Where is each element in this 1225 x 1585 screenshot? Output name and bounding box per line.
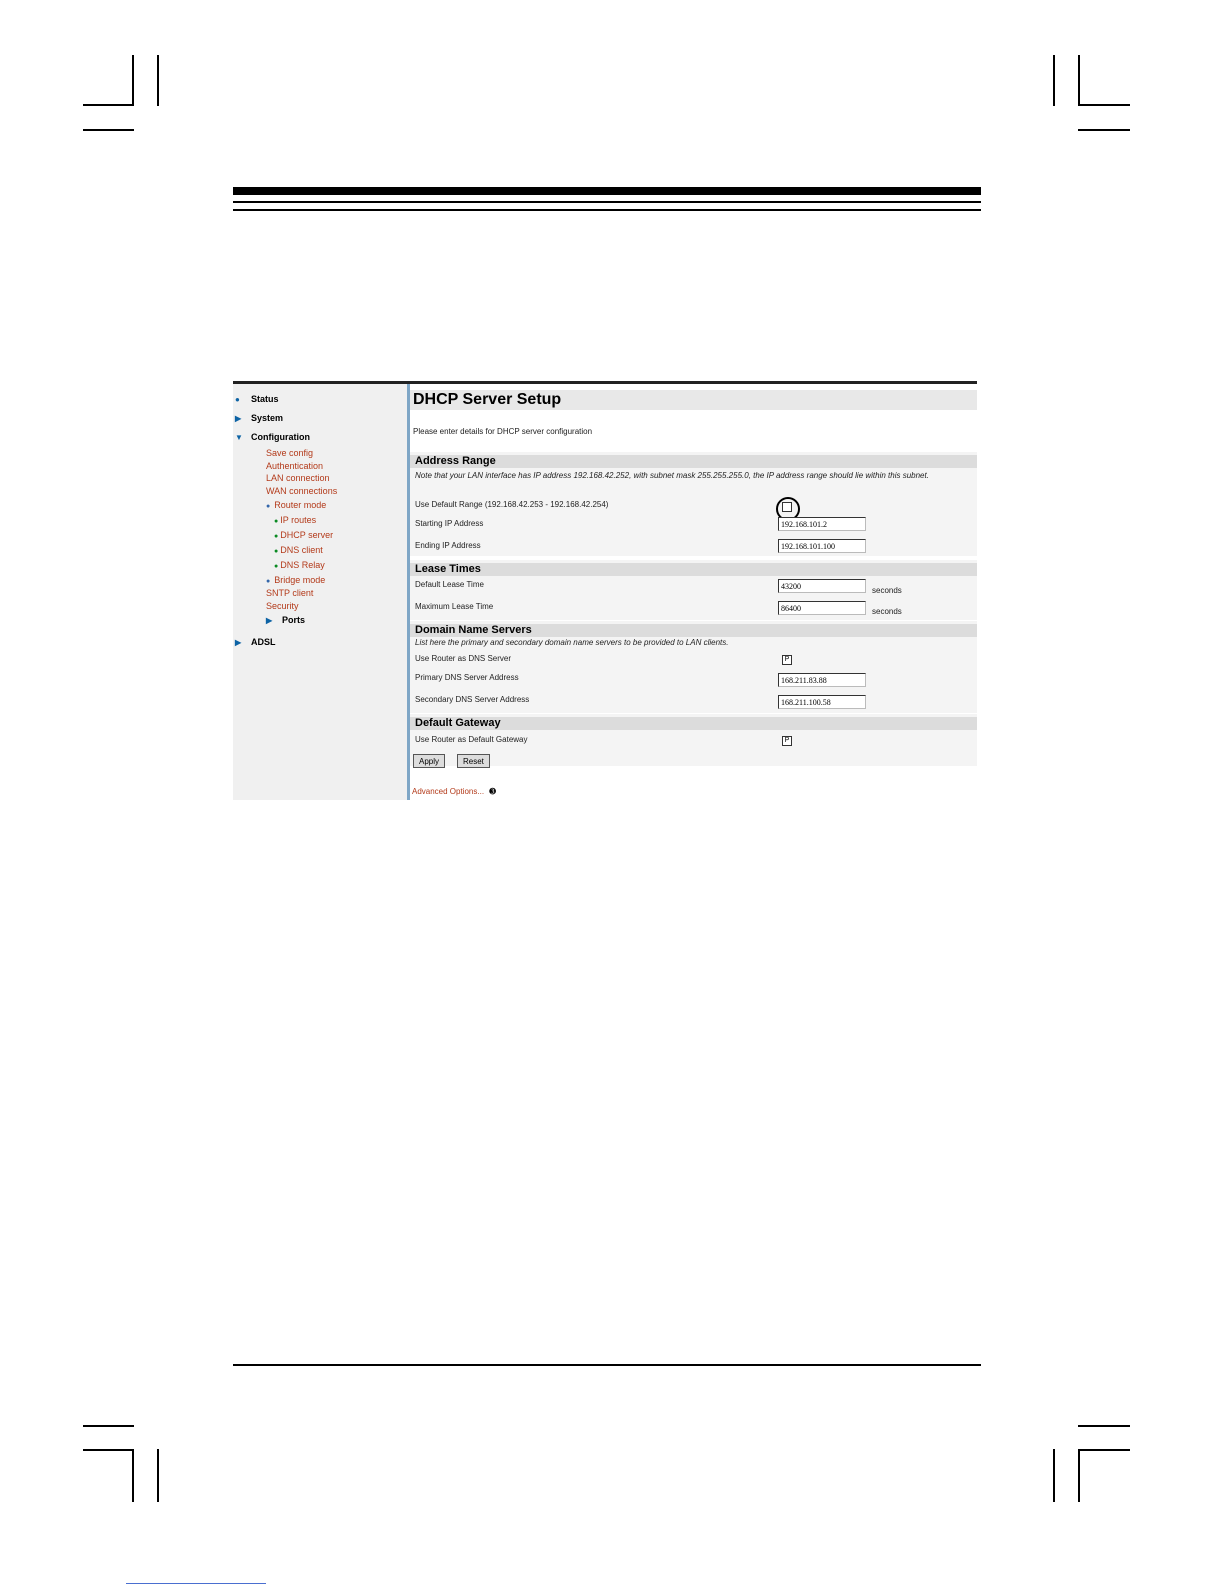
sidebar-item-save-config[interactable]: Save config xyxy=(266,448,314,458)
use-router-dns-label: Use Router as DNS Server xyxy=(415,654,512,663)
crop-mark xyxy=(132,1449,134,1502)
sidebar-item-label: Bridge mode xyxy=(274,575,326,585)
sidebar-item-label: Ports xyxy=(282,615,306,625)
bullet-icon: ● xyxy=(274,548,279,555)
sidebar-item-authentication[interactable]: Authentication xyxy=(266,461,324,471)
triangle-right-icon: ▶ xyxy=(235,638,242,647)
sidebar-item-label: DNS client xyxy=(280,545,323,555)
use-router-dns-checkbox[interactable]: P xyxy=(782,655,792,665)
sidebar-item-wan-connections[interactable]: WAN connections xyxy=(266,486,338,496)
secondary-dns-input[interactable]: 168.211.100.58 xyxy=(778,695,866,709)
section-heading-gateway: Default Gateway xyxy=(410,717,977,730)
sidebar-item-router-mode[interactable] xyxy=(266,499,326,513)
address-range-note: Note that your LAN interface has IP address 192.168.42.252, with subnet mask 255.255.255.0, the IP address range should lie within this subnet. xyxy=(415,471,929,480)
circle-bullet-icon: ● xyxy=(235,395,240,404)
footer-rule xyxy=(233,1364,981,1366)
sidebar-item-status[interactable] xyxy=(235,393,279,406)
primary-dns-input[interactable]: 168.211.83.88 xyxy=(778,673,866,687)
crop-mark xyxy=(157,1449,159,1502)
crop-mark xyxy=(83,1449,134,1451)
crop-mark xyxy=(1078,104,1130,106)
sidebar-item-dns-client[interactable] xyxy=(274,544,323,558)
sidebar-item-security[interactable]: Security xyxy=(266,601,299,611)
dns-note: List here the primary and secondary domain name servers to be provided to LAN clients. xyxy=(415,638,729,647)
sidebar-item-sntp-client[interactable]: SNTP client xyxy=(266,588,314,598)
bullet-icon: ● xyxy=(274,563,279,570)
advanced-options-label: Advanced Options... xyxy=(412,787,485,796)
section-heading-lease-times: Lease Times xyxy=(410,563,977,576)
section-heading-dns: Domain Name Servers xyxy=(410,624,977,637)
sidebar-item-bridge-mode[interactable] xyxy=(266,574,325,588)
crop-mark xyxy=(1078,55,1080,106)
sidebar-item-label: Status xyxy=(251,394,279,404)
triangle-right-icon: ▶ xyxy=(235,414,242,423)
starting-ip-label: Starting IP Address xyxy=(415,519,484,528)
sidebar-item-label: DHCP server xyxy=(280,530,334,540)
sidebar-item-system[interactable] xyxy=(235,412,283,425)
bottom-underline xyxy=(126,1583,266,1584)
page-title: DHCP Server Setup xyxy=(410,390,977,410)
default-lease-label: Default Lease Time xyxy=(415,580,484,589)
use-router-gateway-checkbox[interactable]: P xyxy=(782,736,792,746)
apply-button[interactable]: Apply xyxy=(413,754,445,768)
crop-mark xyxy=(83,104,134,106)
ending-ip-input[interactable]: 192.168.101.100 xyxy=(778,539,866,553)
max-lease-input[interactable]: 86400 xyxy=(778,601,866,615)
sidebar-item-lan-connection[interactable]: LAN connection xyxy=(266,473,330,483)
bullet-icon: ● xyxy=(266,578,271,585)
use-default-range-label: Use Default Range (192.168.42.253 - 192.168.42.254) xyxy=(415,500,609,509)
bullet-icon: ● xyxy=(274,518,279,525)
crop-mark xyxy=(1053,55,1055,106)
crop-mark xyxy=(1078,129,1130,131)
sidebar-item-label: IP routes xyxy=(280,515,317,525)
reset-button[interactable]: Reset xyxy=(457,754,490,768)
header-rule-thick xyxy=(233,187,981,195)
bullet-icon: ● xyxy=(274,533,279,540)
use-router-gateway-label: Use Router as Default Gateway xyxy=(415,735,528,744)
crop-mark xyxy=(157,55,159,106)
sidebar-item-ip-routes[interactable] xyxy=(274,514,316,528)
header-rule xyxy=(233,209,981,211)
max-lease-unit: seconds xyxy=(872,607,902,616)
crop-mark xyxy=(1078,1449,1130,1451)
section-heading-address-range: Address Range xyxy=(410,455,977,468)
crop-mark xyxy=(1078,1425,1130,1427)
primary-dns-label: Primary DNS Server Address xyxy=(415,673,519,682)
secondary-dns-label: Secondary DNS Server Address xyxy=(415,695,530,704)
max-lease-label: Maximum Lease Time xyxy=(415,602,494,611)
sidebar-item-label: Router mode xyxy=(274,500,327,510)
sidebar xyxy=(233,384,407,800)
crop-mark xyxy=(1078,1449,1080,1502)
intro-text: Please enter details for DHCP server configuration xyxy=(413,427,593,436)
sidebar-item-configuration[interactable] xyxy=(235,431,310,444)
sidebar-item-label: Configuration xyxy=(251,432,310,442)
header-rule xyxy=(233,201,981,203)
bullet-icon: ● xyxy=(266,503,271,510)
sidebar-item-dns-relay[interactable] xyxy=(274,559,325,573)
main-content xyxy=(410,384,977,800)
advanced-options-link[interactable] xyxy=(412,787,496,796)
triangle-down-icon: ▼ xyxy=(235,433,243,442)
crop-mark xyxy=(83,129,134,131)
crop-mark xyxy=(1053,1449,1055,1502)
sidebar-item-adsl[interactable] xyxy=(235,636,276,649)
sidebar-item-dhcp-server[interactable] xyxy=(274,529,333,543)
ending-ip-label: Ending IP Address xyxy=(415,541,481,550)
starting-ip-input[interactable]: 192.168.101.2 xyxy=(778,517,866,531)
arrow-circle-icon: ➌ xyxy=(489,787,496,796)
default-lease-unit: seconds xyxy=(872,586,902,595)
default-lease-input[interactable]: 43200 xyxy=(778,579,866,593)
triangle-right-icon: ▶ xyxy=(266,616,273,625)
sidebar-item-label: DNS Relay xyxy=(280,560,325,570)
sidebar-item-ports[interactable] xyxy=(266,614,305,627)
sidebar-item-label: System xyxy=(251,413,284,423)
router-web-ui xyxy=(233,381,977,800)
crop-mark xyxy=(83,1425,134,1427)
sidebar-item-label: ADSL xyxy=(251,637,276,647)
crop-mark xyxy=(132,55,134,106)
